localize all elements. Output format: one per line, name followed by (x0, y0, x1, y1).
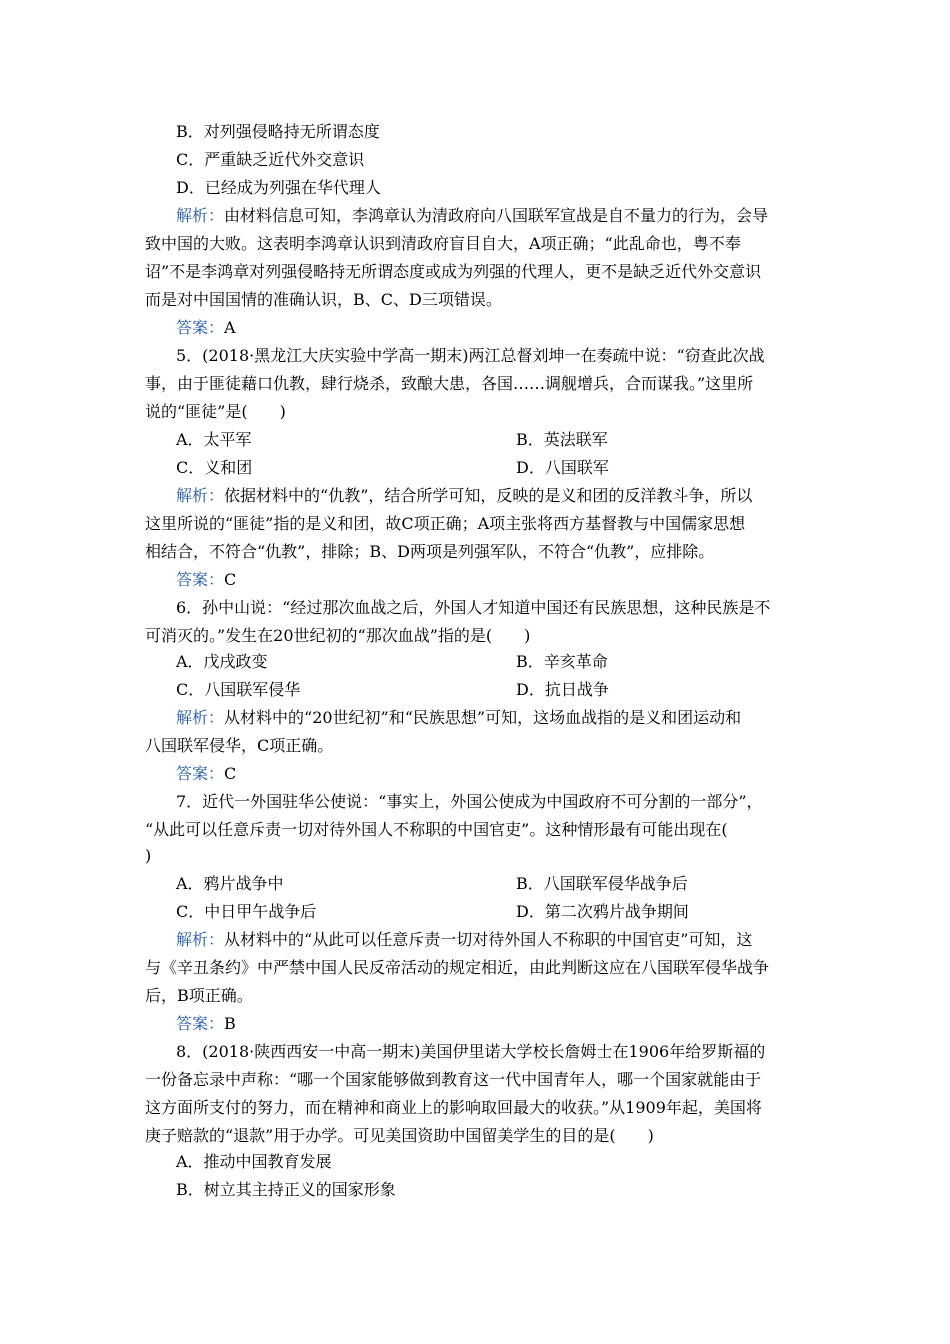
q4-analysis-line-1: 解析：由材料信息可知，李鸿章认为清政府向八国联军宣战是自不量力的行为，会导 (176, 206, 769, 225)
analysis-label: 解析： (176, 930, 225, 949)
q5-analysis-line-2: 这里所说的“匪徒”指的是义和团，故C项正确；A项主张将西方基督教与中国儒家思想 (145, 514, 746, 533)
q7-answer: 答案：B (176, 1014, 236, 1033)
q7-option-d: D．第二次鸦片战争期间 (516, 902, 689, 921)
q6-analysis-line-1: 解析：从材料中的“20世纪初”和“民族思想”可知，这场血战指的是义和团运动和 (176, 708, 742, 727)
q4-analysis-line-4: 而是对中国国情的准确认识，B、C、D三项错误。 (145, 290, 502, 309)
q5-option-b: B．英法联军 (516, 430, 608, 449)
q8-stem-line-2: 一份备忘录中声称：“哪一个国家能够做到教育这一代中国青年人，哪一个国家就能由于 (145, 1070, 762, 1089)
q7-stem-line-1: 7．近代一外国驻华公使说：“事实上，外国公使成为中国政府不可分割的一部分”， (176, 792, 763, 811)
analysis-label: 解析： (176, 708, 225, 727)
q8-stem-line-4: 庚子赔款的“退款”用于办学。可见美国资助中国留美学生的目的是( ) (145, 1126, 654, 1145)
q5-stem-line-1: 5．(2018·黑龙江大庆实验中学高一期末)两江总督刘坤一在奏疏中说：“窃查此次战 (176, 346, 765, 365)
q7-analysis-line-2: 与《辛丑条约》中严禁中国人民反帝活动的规定相近，由此判断这应在八国联军侵华战争 (145, 958, 770, 977)
q5-stem-line-3: 说的“匪徒”是( ) (145, 402, 286, 421)
q6-stem-line-2: 可消灭的。”发生在20世纪初的“那次血战”指的是( ) (145, 626, 531, 645)
q6-stem-line-1: 6．孙中山说：“经过那次血战之后，外国人才知道中国还有民族思想，这种民族是不 (176, 598, 771, 617)
q6-option-b: B．辛亥革命 (516, 652, 608, 671)
q6-option-c: C．八国联军侵华 (176, 680, 301, 699)
q6-option-a: A．戊戌政变 (176, 652, 268, 671)
q6-option-d: D．抗日战争 (516, 680, 609, 699)
q4-option-c: C．严重缺乏近代外交意识 (176, 150, 365, 169)
q7-option-a: A．鸦片战争中 (176, 874, 284, 893)
answer-label: 答案： (176, 318, 225, 337)
answer-label: 答案： (176, 1014, 225, 1033)
q7-option-b: B．八国联军侵华战争后 (516, 874, 688, 893)
q8-option-a: A．推动中国教育发展 (176, 1152, 332, 1171)
answer-label: 答案： (176, 764, 225, 783)
q4-option-d: D．已经成为列强在华代理人 (176, 178, 381, 197)
q8-stem-line-3: 这方面所支付的努力，而在精神和商业上的影响取回最大的收获。”从1909年起，美国将 (145, 1098, 762, 1117)
q4-analysis-line-3: 诏”不是李鸿章对列强侵略持无所谓态度或成为列强的代理人，更不是缺乏近代外交意识 (145, 262, 762, 281)
q7-analysis-line-3: 后，B项正确。 (145, 986, 253, 1005)
q6-answer: 答案：C (176, 764, 237, 783)
q6-analysis-line-2: 八国联军侵华，C项正确。 (145, 736, 334, 755)
q7-stem-line-2: “从此可以任意斥责一切对待外国人不称职的中国官吏”。这种情形最有可能出现在( (145, 820, 728, 839)
q5-option-a: A．太平军 (176, 430, 252, 449)
q5-option-c: C．义和团 (176, 458, 253, 477)
analysis-label: 解析： (176, 486, 225, 505)
q8-option-b: B．树立其主持正义的国家形象 (176, 1180, 396, 1199)
q8-stem-line-1: 8．(2018·陕西西安一中高一期末)美国伊里诺大学校长詹姆士在1906年给罗斯福的 (176, 1042, 766, 1061)
analysis-label: 解析： (176, 206, 225, 225)
q4-answer: 答案：A (176, 318, 236, 337)
q4-analysis-line-2: 致中国的大败。这表明李鸿章认识到清政府盲目自大，A项正确；“此乱命也，粤不奉 (145, 234, 741, 253)
q5-option-d: D．八国联军 (516, 458, 609, 477)
q5-analysis-line-3: 相结合，不符合“仇教”，排除；B、D两项是列强军队，不符合“仇教”，应排除。 (145, 542, 715, 561)
answer-label: 答案： (176, 570, 225, 589)
q7-analysis-line-1: 解析：从材料中的“从此可以任意斥责一切对待外国人不称职的中国官吏”可知，这 (176, 930, 753, 949)
q7-stem-line-3: ) (145, 846, 152, 865)
q7-option-c: C．中日甲午战争后 (176, 902, 317, 921)
q5-stem-line-2: 事，由于匪徒藉口仇教，肆行烧杀，致酿大患，各国……调舰增兵，合而谋我。”这里所 (145, 374, 754, 393)
q5-answer: 答案：C (176, 570, 237, 589)
q4-option-b: B．对列强侵略持无所谓态度 (176, 122, 380, 141)
q5-analysis-line-1: 解析：依据材料中的“仇教”，结合所学可知，反映的是义和团的反洋教斗争，所以 (176, 486, 753, 505)
